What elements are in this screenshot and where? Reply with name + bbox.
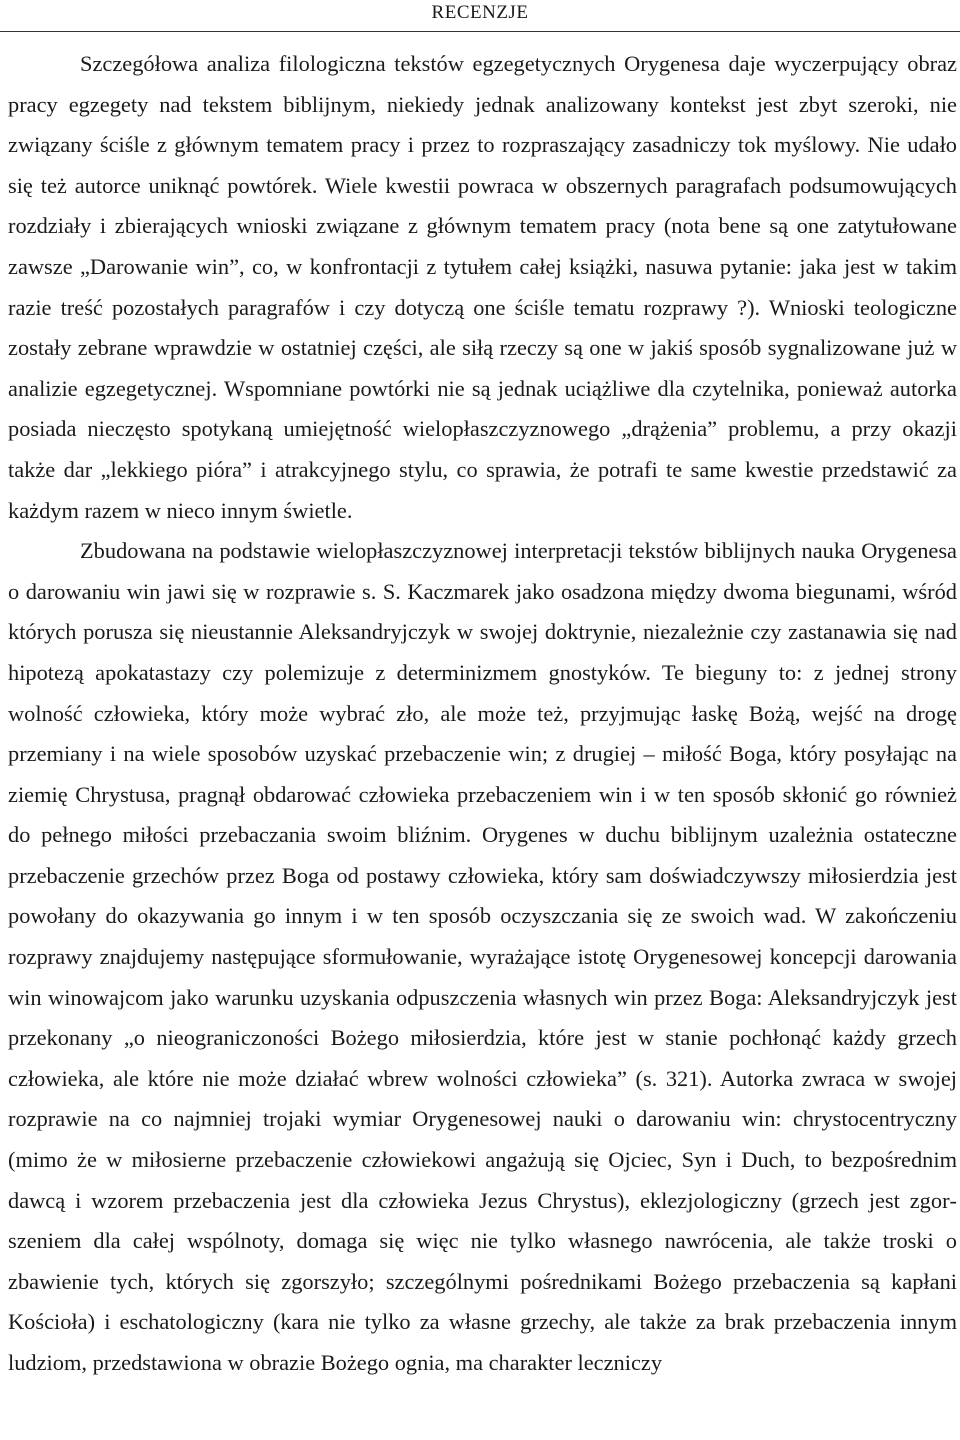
review-body [8,44,957,1384]
paragraph-1: Szczegółowa analiza filologiczna tekstów egzegetycznych Orygenesa daje wyczerpujący obraz pracy egzegety nad tekstem biblijnym, niekiedy jednak analizowany kontekst jest zbyt szeroki, nie związany ściśle z głównym tematem pracy i przez to rozpraszający zasadniczy tok myślowy. Nie udało się też autorce uniknąć powtórek. Wiele kwestii powraca w obszernych paragrafach podsumowujących rozdziały i zbierających wnioski związane z głównym tematem pracy (nota bene są one zatytułowane zawsze „Darowanie win”, co, w konfrontacji z tytułem całej książki, nasuwa pytanie: jaka jest w takim razie treść pozostałych paragrafów i czy dotyczą one ściśle tematu rozprawy ?). Wnioski teologiczne zostały zebrane wprawdzie w ostatniej części, ale siłą rzeczy są one w jakiś sposób sygnalizowane już w analizie egzegetycznej. Wspomniane powtórki nie są jednak uciążliwe dla czytelnika, ponieważ autorka posiada nieczęsto spotykaną umiejętność wielopłaszczyznowego „drążenia” problemu, a przy okazji także dar „lekkiego pióra” i atrakcyjnego stylu, co sprawia, że potrafi te same kwestie przedstawić za każdym razem w nieco innym świetle. [8,51,957,523]
section-title: RECENZJE [431,2,529,23]
running-header [0,0,960,32]
paragraph-2: Zbudowana na podstawie wielopłaszczyznowej interpretacji tekstów biblijnych nauka Orygenesa o darowaniu win jawi się w rozprawie s. S. Kaczmarek jako osadzona między dwoma biegunami, wśród których porusza się nieustannie Aleksandryjczyk w swojej doktrynie, niezależnie czy zastanawia się nad hipotezą apokatastazy czy polemizuje z determinizmem gnostyków. Te bieguny to: z jednej strony wolność człowieka, który może wybrać zło, ale może też, przyjmując łaskę Bożą, wejść na drogę przemiany i na wiele sposobów uzyskać przebaczenie win; z drugiej – miłość Boga, który posyłając na ziemię Chrystusa, pragnął obdarować człowieka przebaczeniem win i w ten sposób skłonić go również do pełnego miłości przebaczania swoim bliźnim. Orygenes w duchu biblijnym uzależnia ostateczne przebaczenie grzechów przez Boga od postawy człowieka, który sam doświadczywszy miłosierdzia jest powołany do okazywania go innym i w ten sposób oczyszczania się ze swoich wad. W zakończeniu rozprawy znajdujemy następujące sformułowanie, wyrażające istotę Orygenesowej koncepcji darowania win winowajcom jako warunku uzyskania odpuszczenia własnych win przez Boga: Aleksandryjczyk jest przekonany „o nieograniczoności Bożego miłosierdzia, które jest w stanie pochłonąć każdy grzech człowieka, ale które nie może działać wbrew wolności człowieka” (s. 321). Autorka zwraca w swojej rozprawie na co najmniej trojaki wymiar Orygenesowej nauki o darowaniu win: chrystocentryczny (mimo że w miłosierne przebaczenie człowiekowi angażują się Ojciec, Syn i Duch, to bezpośrednim dawcą i wzorem przebaczenia jest dla człowieka Jezus Chrystus), eklezjologiczny (grzech jest zgorszeniem dla całej wspólnoty, domaga się więc nie tylko własnego nawrócenia, ale także troski o zbawienie tych, których się zgorszyło; szczególnymi pośrednikami Bożego przebaczenia są kapłani Kościoła) i eschatologiczny (kara nie tylko za własne grzechy, ale także za brak przebaczenia innym ludziom, przedstawiona w obrazie Bożego ognia, ma charakter leczniczy [8,538,957,1375]
